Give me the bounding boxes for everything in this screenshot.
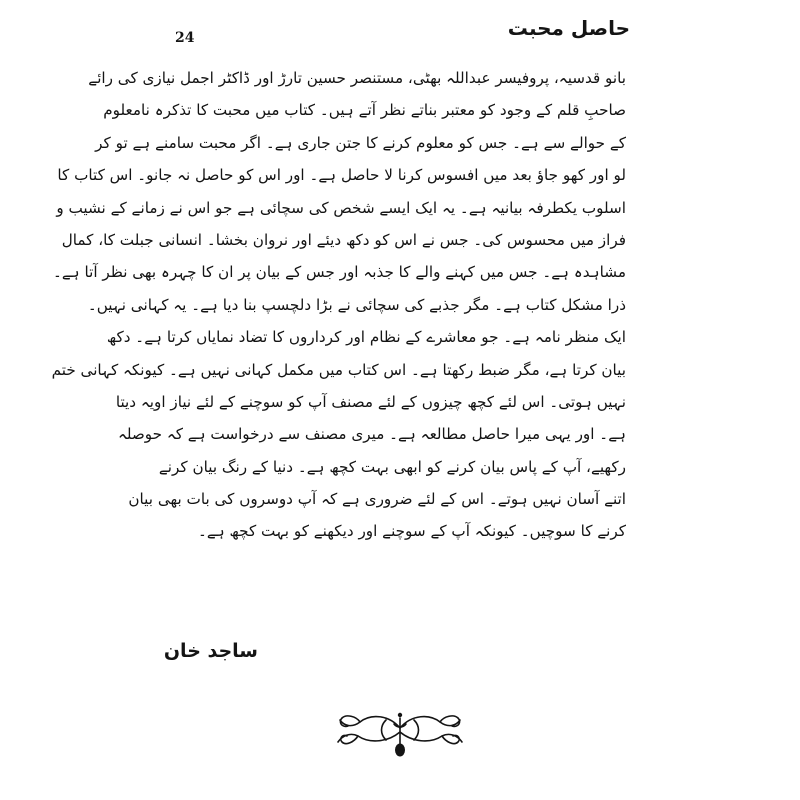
body-paragraph	[51, 62, 626, 548]
text-line: لو اور کھو جاؤ بعد میں افسوس کرنا لا حاصل ہے۔ اور اس کو حاصل نہ جانو۔ اس کتاب کا	[57, 166, 626, 185]
text-line: فراز میں محسوس کی۔ جس نے اس کو دکھ دیئے اور نروان بخشا۔ انسانی جبلت کا، کمال	[61, 230, 626, 249]
page-number: 24	[175, 30, 195, 46]
text-line: ایک منظر نامہ ہے۔ جو معاشرے کے نظام اور کرداروں کا تضاد نمایاں کرتا ہے۔ دکھ	[106, 328, 626, 347]
author-signature: ساجد خان	[163, 640, 258, 662]
text-line: اسلوب یکطرفہ بیانیہ ہے۔ یہ ایک ایسے شخص کی سچائی ہے جو اس نے زمانے کے نشیب و	[56, 198, 626, 217]
text-line: مشاہدہ ہے۔ جس میں کہنے والے کا جذبہ اور جس کے بیان پر ان کا چہرہ بھی نظر آتا ہے۔	[52, 263, 626, 282]
text-line: کے حوالے سے ہے۔ جس کو معلوم کرنے کا جتن جاری ہے۔ اگر محبت سامنے ہے تو کر	[95, 133, 626, 152]
text-line: کرنے کا سوچیں۔ کیونکہ آپ کے سوچنے اور دیکھنے کو بہت کچھ ہے۔	[198, 522, 626, 541]
decorative-flourish-icon	[330, 706, 470, 762]
text-line: رکھیے، آپ کے پاس بیان کرنے کو ابھی بہت کچھ ہے۔ دنیا کے رنگ بیان کرنے	[158, 457, 626, 476]
text-line: بیان کرتا ہے، مگر ضبط رکھتا ہے۔ اس کتاب میں مکمل کہانی نہیں ہے۔ کیونکہ کہانی ختم	[51, 360, 626, 379]
text-line: نہیں ہوتی۔ اس لئے کچھ چیزوں کے لئے مصنف آپ کو سوچنے کے لئے نیاز اویہ دیتا	[115, 392, 626, 411]
text-line: صاحبِ قلم کے وجود کو معتبر بناتے نظر آتے ہیں۔ کتاب میں محبت کا تذکرہ نامعلوم	[103, 101, 626, 120]
text-line: بانو قدسیہ، پروفیسر عبداللہ بھٹی، مستنصر حسین تارڑ اور ڈاکٹر اجمل نیازی کی رائے	[88, 69, 626, 87]
text-line: ہے۔ اور یہی میرا حاصل مطالعہ ہے۔ میری مصنف سے درخواست ہے کہ حوصلہ	[117, 425, 626, 444]
running-header-title: حاصل محبت	[507, 16, 630, 40]
text-line: ذرا مشکل کتاب ہے۔ مگر جذبے کی سچائی نے بڑا دلچسپ بنا دیا ہے۔ یہ کہانی نہیں۔	[87, 295, 626, 314]
text-line: اتنے آسان نہیں ہوتے۔ اس کے لئے ضروری ہے کہ آپ دوسروں کی بات بھی بیان	[128, 490, 626, 509]
